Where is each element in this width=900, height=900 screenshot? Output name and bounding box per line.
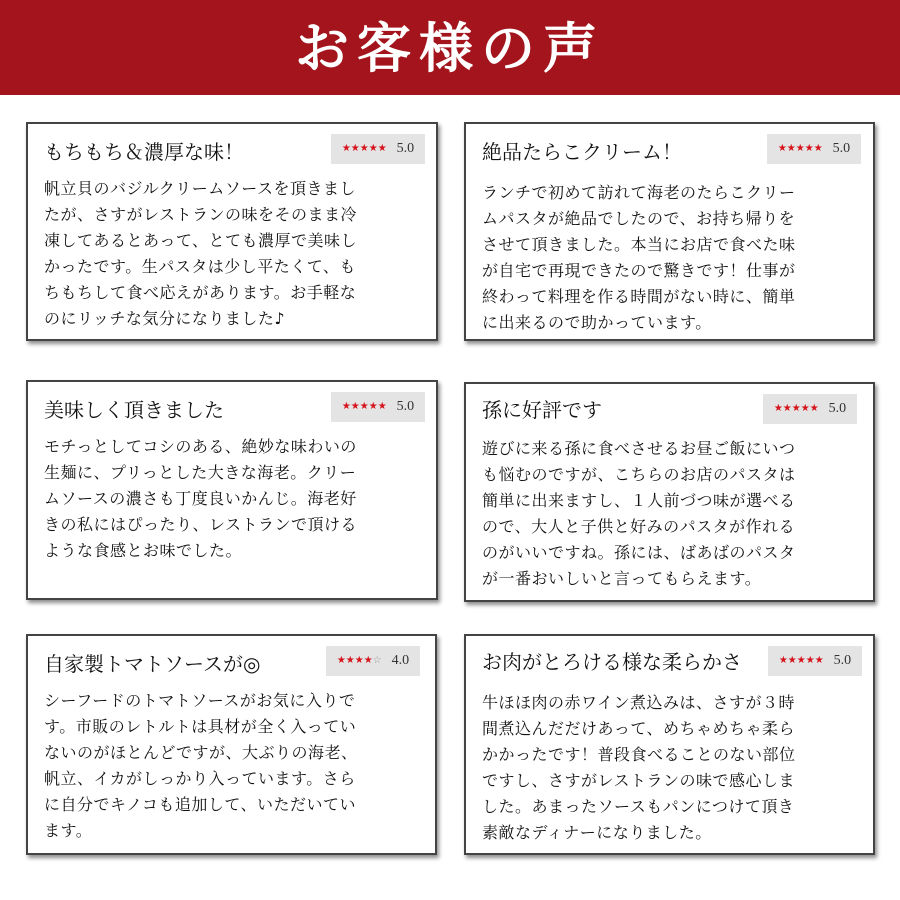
review-text-line: 帆立貝のバジルクリームソースを頂きまし <box>44 179 356 198</box>
review-text-line: ムソースの濃さも丁度良いかんじ。海老好 <box>44 489 357 508</box>
review-text-line: した。あまったソースもパンにつけて頂き <box>482 797 795 816</box>
rating-badge <box>331 392 425 422</box>
review-card <box>26 634 437 855</box>
rating-score: 5.0 <box>832 141 851 156</box>
review-text <box>44 434 422 564</box>
review-text-line: ないのがほとんどですが、大ぶりの海老、 <box>44 743 358 762</box>
review-text <box>44 176 422 332</box>
rating-score: 4.0 <box>391 653 410 668</box>
review-text-line: も悩むのですが、こちらのお店のパスタは <box>482 465 796 484</box>
review-card <box>464 634 875 855</box>
review-text <box>482 690 859 846</box>
review-title: 自家製トマトソースが◎ <box>44 652 261 676</box>
review-text-line: ちもちして食べ応えがあります。お手軽な <box>44 283 357 302</box>
review-text <box>482 436 859 592</box>
star-rating-icon: ★★★★★ <box>341 401 387 412</box>
review-text <box>482 180 859 336</box>
review-text-line: 生麺に、プリっとした大きな海老。クリー <box>44 463 357 482</box>
review-text-line: のにリッチな気分になりました♪ <box>44 309 286 328</box>
review-card <box>464 122 875 341</box>
review-text-line: ランチで初めて訪れて海老のたらこクリー <box>482 183 796 202</box>
rating-badge <box>331 134 425 164</box>
review-text-line: のがいいですね。孫には、ばあばのパスタ <box>482 543 796 562</box>
star-rating-icon: ★★★★★ <box>773 403 819 414</box>
review-text-line: が一番おいしいと言ってもらえます。 <box>482 569 762 588</box>
page-title: お客様の声 <box>295 15 605 80</box>
review-title: お肉がとろける様な柔らかさ <box>482 650 742 674</box>
rating-score: 5.0 <box>828 401 847 416</box>
review-text-line: かったです。生パスタは少し平たくて、も <box>44 257 356 276</box>
review-text-line: に出来るので助かっています。 <box>482 313 712 332</box>
review-text-line: ムパスタが絶品でしたので、お持ち帰りを <box>482 209 796 228</box>
rating-score: 5.0 <box>833 653 852 668</box>
review-title: もちもち＆濃厚な味！ <box>44 140 244 164</box>
review-text-line: に自分でキノコも追加して、いただいてい <box>44 795 357 814</box>
review-text-line: シーフードのトマトソースがお気に入りで <box>44 691 356 710</box>
review-text-line: たが、さすがレストランの味をそのまま冷 <box>44 205 358 224</box>
review-text-line: ですし、さすがレストランの味で感心しま <box>482 771 796 790</box>
rating-badge <box>763 394 857 424</box>
rating-badge <box>767 134 861 164</box>
review-text-line: 遊びに来る孫に食べさせるお昼ご飯にいつ <box>482 439 796 458</box>
rating-badge <box>326 646 420 676</box>
review-text-line: 簡単に出来ますし、１人前づつ味が選べる <box>482 491 796 510</box>
review-card <box>26 380 438 600</box>
rating-score: 5.0 <box>396 399 415 414</box>
review-text-line: モチっとしてコシのある、絶妙な味わいの <box>44 437 357 456</box>
review-text-line: が自宅で再現できたので驚きです！仕事が <box>482 261 796 280</box>
review-text-line: かかったです！普段食べることのない部位 <box>482 745 796 764</box>
review-text <box>44 688 421 844</box>
review-text-line: 素敵なディナーになりました。 <box>482 823 712 842</box>
review-text-line: 終わって料理を作る時間がない時に、簡単 <box>482 287 796 306</box>
review-title: 孫に好評です <box>482 398 602 422</box>
review-title: 美味しく頂きました <box>44 398 224 422</box>
review-text-line: ます。 <box>44 821 93 840</box>
review-text-line: 牛ほほ肉の赤ワイン煮込みは、さすが３時 <box>482 693 796 712</box>
star-rating-icon: ★★★★★ <box>778 655 824 666</box>
review-text-line: ような食感とお味でした。 <box>44 541 243 560</box>
rating-score: 5.0 <box>396 141 415 156</box>
review-text-line: ので、大人と子供と好みのパスタが作れる <box>482 517 796 536</box>
star-rating-icon: ★★★★☆ <box>336 655 382 666</box>
rating-badge <box>768 646 862 676</box>
review-card <box>464 382 875 602</box>
review-text-line: きの私にはぴったり、レストランで頂ける <box>44 515 358 534</box>
review-card <box>26 122 438 341</box>
page-header-banner <box>0 0 900 95</box>
star-rating-icon: ★★★★★ <box>341 143 387 154</box>
review-text-line: す。市販のレトルトは具材が全く入ってい <box>44 717 357 736</box>
review-text-line: させて頂きました。本当にお店で食べた味 <box>482 235 796 254</box>
star-rating-icon: ★★★★★ <box>777 143 823 154</box>
review-text-line: 間煮込んだだけあって、めちゃめちゃ柔ら <box>482 719 796 738</box>
review-title: 絶品たらこクリーム！ <box>482 140 682 164</box>
review-text-line: 凍してあるとあって、とても濃厚で美味し <box>44 231 358 250</box>
review-text-line: 帆立、イカがしっかり入っています。さら <box>44 769 356 788</box>
